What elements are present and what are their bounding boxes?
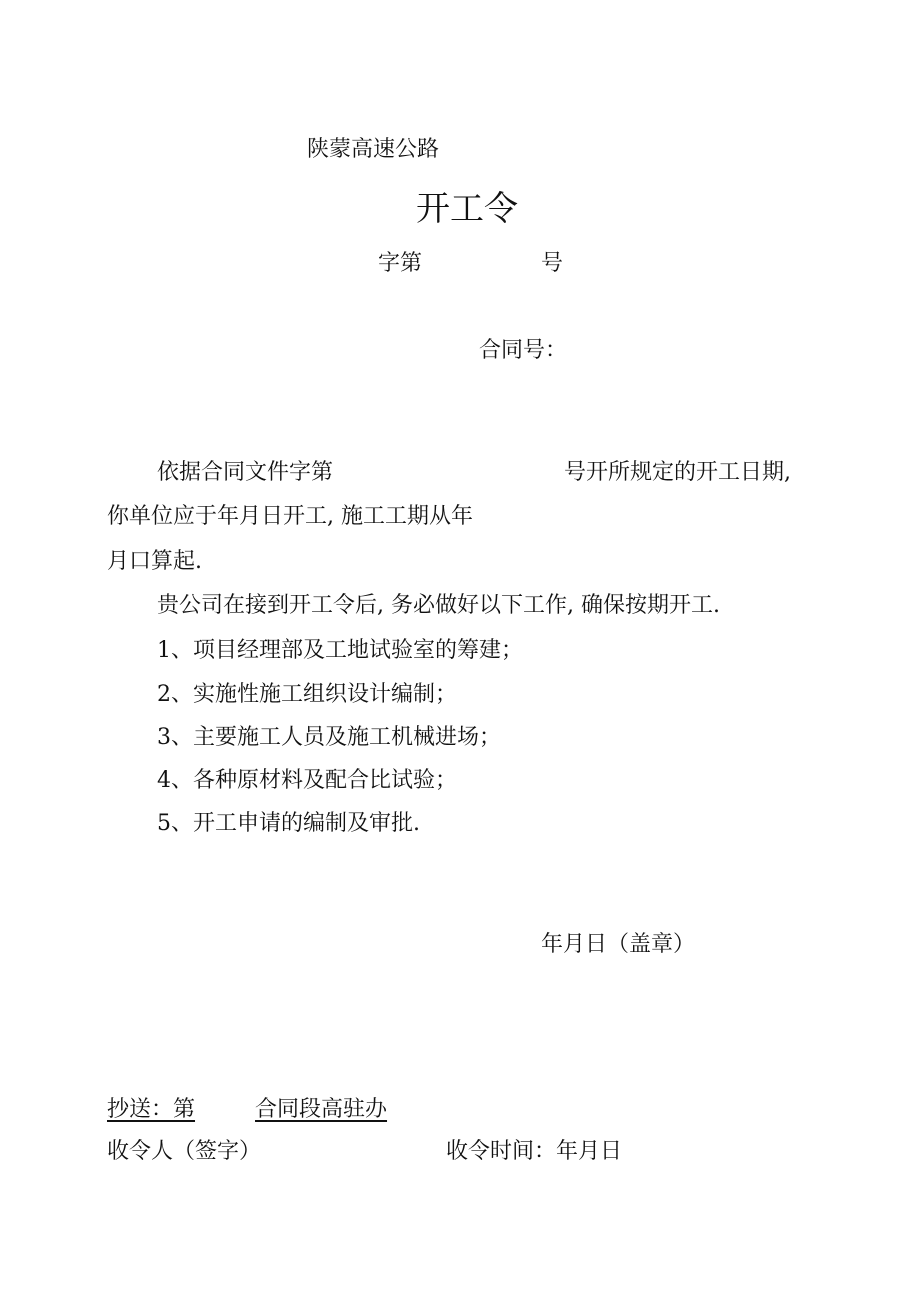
reference-suffix: 号 [541, 251, 564, 276]
list-item: 4、各种原材料及配合比试验； [157, 768, 457, 793]
date-seal-line: 年月日（盖章） [541, 932, 696, 957]
body-line-1-start: 依据合同文件字第 [157, 460, 334, 485]
cc-suffix: 合同段高驻办 [255, 1097, 388, 1122]
list-item: 5、开工申请的编制及审批. [157, 811, 420, 836]
body-line-3: 月口算起. [107, 549, 202, 574]
list-item: 1、项目经理部及工地试验室的筹建； [157, 638, 523, 663]
list-item: 2、实施性施工组织设计编制； [157, 682, 457, 707]
contract-number-label: 合同号： [479, 338, 568, 363]
receive-time-label: 收令时间：年月日 [446, 1139, 623, 1164]
body-paragraph-2: 贵公司在接到开工令后, 务必做好以下工作, 确保按期开工. [157, 593, 720, 618]
project-name: 陕蒙高速公路 [307, 137, 440, 162]
document-title: 开工令 [416, 189, 518, 229]
body-line-2: 你单位应于年月日开工, 施工工期从年 [107, 504, 473, 529]
list-item: 3、主要施工人员及施工机械进场； [157, 725, 501, 750]
reference-prefix: 字第 [378, 251, 423, 276]
cc-prefix: 抄送：第 [107, 1097, 196, 1122]
receiver-signature-label: 收令人（签字） [107, 1139, 262, 1164]
body-line-1-end: 号开所规定的开工日期, [564, 460, 791, 485]
cc-line [107, 1099, 387, 1121]
